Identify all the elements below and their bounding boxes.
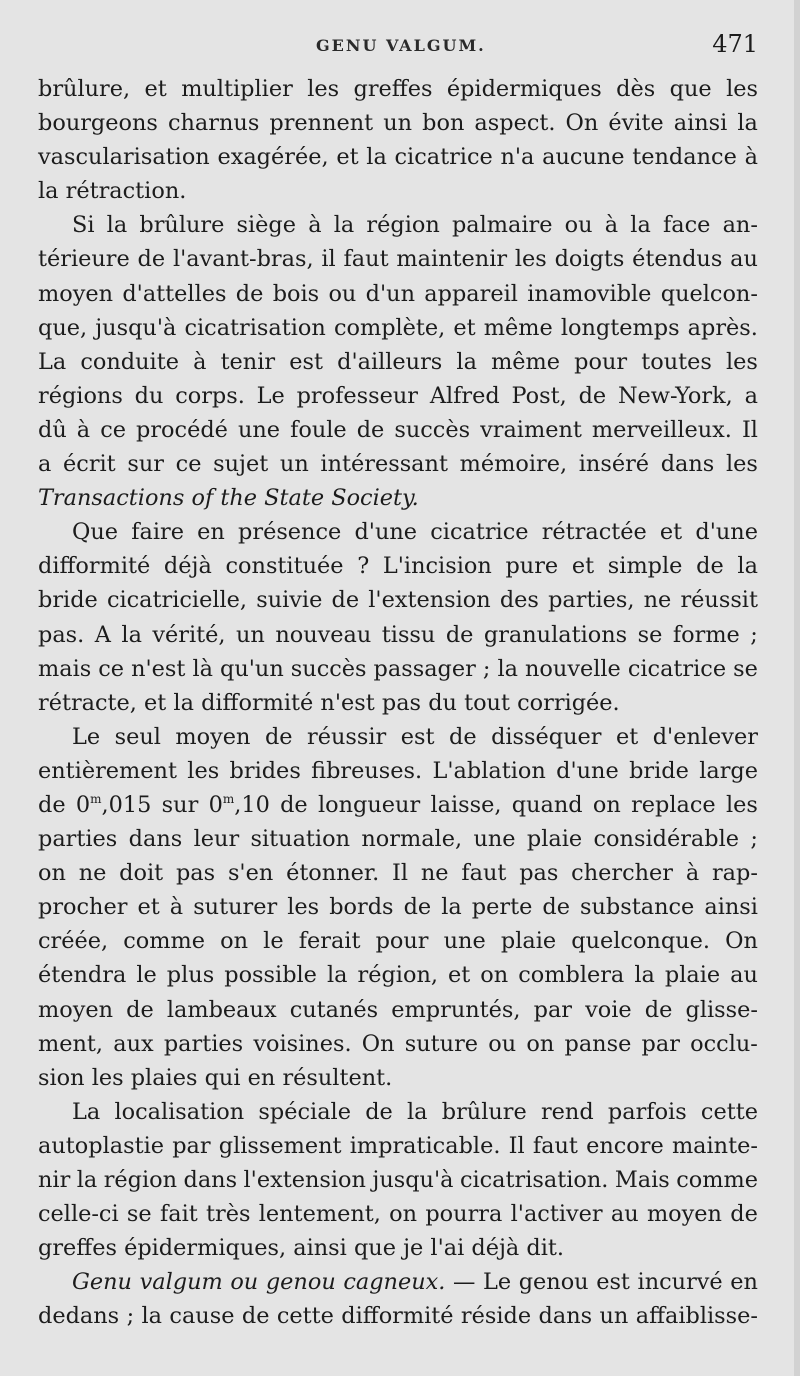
text-line: vascularisation exagérée, et la cicatrice n'a aucune tendance à — [38, 144, 758, 171]
text-line: sion les plaies qui en résultent. — [38, 1064, 393, 1091]
running-title: GENU VALGUM. — [316, 36, 486, 55]
text-line: Le seul moyen de réussir est de disséquer et d'enlever — [72, 723, 758, 750]
page-header — [38, 30, 758, 66]
text-line: de 0$^m$,015 sur 0$^m$,10 de longueur laisse, quand on replace les — [38, 791, 758, 818]
text-line: dedans ; la cause de cette difformité réside dans un affaiblisse- — [38, 1303, 758, 1330]
text-line: entièrement les brides fibreuses. L'ablation d'une bride large — [38, 757, 758, 784]
text-line: la rétraction. — [38, 178, 187, 205]
text-line: étendra le plus possible la région, et on comblera la plaie au — [38, 962, 758, 989]
text-line: rétracte, et la difformité n'est pas du tout corrigée. — [38, 689, 620, 716]
text-line: bourgeons charnus prennent un bon aspect. On évite ainsi la — [38, 110, 758, 137]
text-line: parties dans leur situation normale, une plaie considérable ; — [38, 826, 758, 853]
text-line: La conduite à tenir est d'ailleurs la même pour toutes les — [38, 348, 758, 375]
text-line: procher et à suturer les bords de la perte de substance ainsi — [38, 894, 758, 921]
text-line: pas. A la vérité, un nouveau tissu de granulations se forme ; — [38, 621, 758, 648]
text-line: La localisation spéciale de la brûlure rend parfois cette — [72, 1098, 758, 1125]
body-text — [38, 72, 758, 1333]
text-line: moyen de lambeaux cutanés empruntés, par voie de glisse- — [38, 996, 758, 1023]
text-line: celle-ci se fait très lentement, on pourra l'activer au moyen de — [38, 1201, 758, 1228]
text-line: moyen d'attelles de bois ou d'un appareil inamovible quelcon- — [38, 280, 758, 307]
text-line: térieure de l'avant-bras, il faut maintenir les doigts étendus au — [38, 246, 758, 273]
text-line: Transactions of the State Society. — [38, 485, 419, 512]
text-line: on ne doit pas s'en étonner. Il ne faut pas chercher à rap- — [38, 860, 758, 887]
text-line: que, jusqu'à cicatrisation complète, et même longtemps après. — [38, 314, 758, 341]
text-line: greffes épidermiques, ainsi que je l'ai déjà dit. — [38, 1235, 564, 1262]
text-line: bride cicatricielle, suivie de l'extension des parties, ne réussit — [38, 587, 758, 614]
text-line: Si la brûlure siège à la région palmaire ou à la face an- — [72, 212, 758, 239]
text-line: Que faire en présence d'une cicatrice rétractée et d'une — [72, 519, 758, 546]
text-line: mais ce n'est là qu'un succès passager ; la nouvelle cicatrice se — [38, 655, 758, 682]
text-line: dû à ce procédé une foule de succès vraiment merveilleux. Il — [38, 416, 758, 443]
page-number: 471 — [712, 30, 758, 58]
text-line: régions du corps. Le professeur Alfred Post, de New-York, a — [38, 382, 758, 409]
text-line: créée, comme on le ferait pour une plaie quelconque. On — [38, 928, 758, 955]
text-line: a écrit sur ce sujet un intéressant mémoire, inséré dans les — [38, 451, 758, 478]
text-line: brûlure, et multiplier les greffes épidermiques dès que les — [38, 76, 758, 102]
text-line: autoplastie par glissement impraticable. Il faut encore mainte- — [38, 1132, 758, 1159]
page-edge — [794, 0, 800, 1376]
text-line: ment, aux parties voisines. On suture ou on panse par occlu- — [38, 1030, 758, 1057]
text-line: Genu valgum ou genou cagneux. — Le genou est incurvé en — [72, 1269, 758, 1296]
text-line: nir la région dans l'extension jusqu'à cicatrisation. Mais comme — [38, 1167, 758, 1193]
text-line: difformité déjà constituée ? L'incision pure et simple de la — [38, 553, 758, 580]
